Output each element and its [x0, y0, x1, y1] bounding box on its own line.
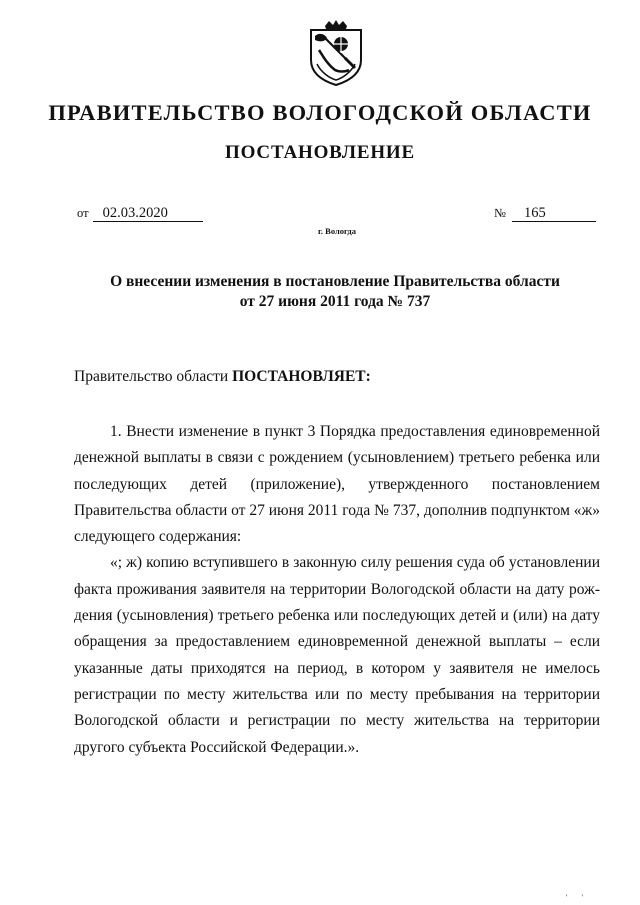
organization-title: ПРАВИТЕЛЬСТВО ВОЛОГОДСКОЙ ОБЛАСТИ [48, 100, 592, 125]
paragraph-1: 1. Внести изменение в пункт 3 Порядка предоставления единовременной денежной выплаты в связи с рождением (усыновлением) третьего ребенка или последующих детей (приложение), утвержденного постановлением Правительства области от 27 июня 2011 года № 737, дополнив подпунктом «ж» следующего содержания: [74, 423, 600, 546]
date-value: 02.03.2020 [93, 205, 203, 222]
date-prefix: от [77, 206, 89, 220]
number-value: 165 [512, 205, 596, 222]
document-subject [0, 272, 640, 312]
document-type: ПОСТАНОВЛЕНИЕ [225, 142, 415, 163]
document-date [77, 205, 203, 222]
vologda-coat-of-arms-icon [305, 20, 367, 86]
body-text [74, 419, 600, 761]
subject-line-1: О внесении изменения в постановление Правительства области [110, 273, 560, 290]
resolves-prefix: Правительство области [74, 368, 233, 385]
document-number [494, 205, 596, 222]
paragraph-2: «; ж) копию вступившего в законную силу решения суда об установлении факта проживания заявителя на территории Вологодской области на дату рождения (усыновления) третьего ребенка или последующих детей и (или) на дату обращения за предоставлением единовременной денежной выплаты – если указанные даты приходятся на период, в котором у заявителя не имелось регистрации по месту жительства или по месту пребывания на территории Вологодской области и регистрации по месту жительства на территории другого субъекта Российской Федерации.». [74, 554, 600, 756]
subject-line-2: от 27 июня 2011 года № 737 [239, 293, 431, 310]
city: г. Вологда [318, 226, 356, 236]
resolves-keyword: ПОСТАНОВЛЯЕТ: [232, 368, 371, 385]
footer-marks: ' ' [566, 893, 589, 902]
number-prefix: № [494, 206, 506, 220]
resolves-line [74, 368, 371, 386]
